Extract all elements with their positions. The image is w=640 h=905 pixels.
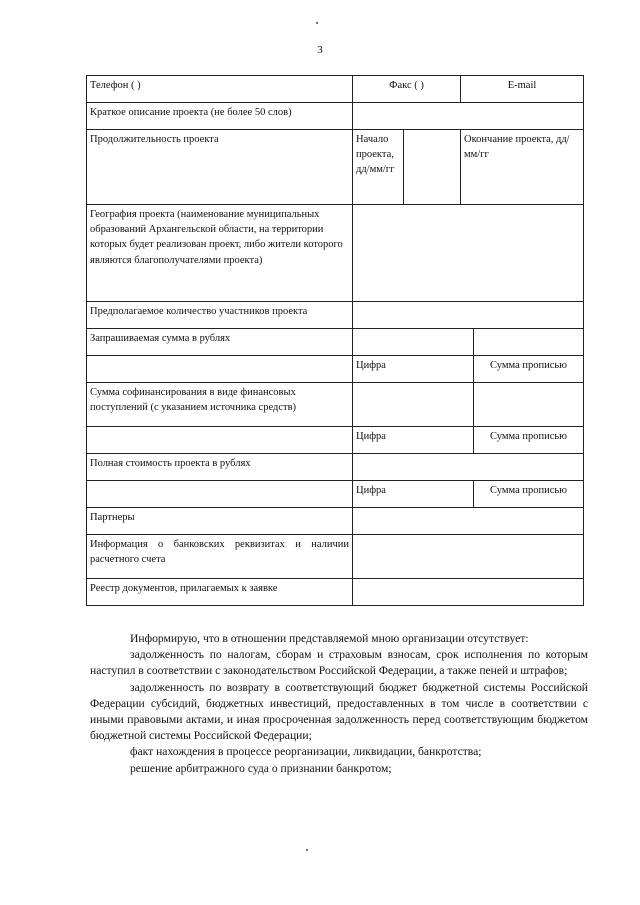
total-amount-row: [87, 481, 584, 508]
cofinancing-digit-label: Цифра: [353, 427, 474, 454]
page-number: 3: [317, 44, 323, 56]
participants-label: Предполагаемое количество участников проекта: [87, 302, 353, 329]
total-blank: [87, 481, 353, 508]
requested-words-label: Сумма прописью: [474, 356, 584, 383]
phone-cell: Телефон ( ): [87, 76, 353, 103]
duration-label: Продолжительность проекта: [87, 130, 353, 205]
bank-value[interactable]: [353, 535, 584, 579]
bank-row: [87, 535, 584, 579]
total-row: [87, 454, 584, 481]
email-cell: E-mail: [461, 76, 584, 103]
total-digit-label: Цифра: [353, 481, 474, 508]
fax-cell: Факс ( ): [353, 76, 461, 103]
registry-label: Реестр документов, прилагаемых к заявке: [87, 579, 353, 606]
cofinancing-value[interactable]: [353, 383, 474, 427]
registry-value[interactable]: [353, 579, 584, 606]
declaration-text: [90, 631, 588, 777]
participants-value[interactable]: [353, 302, 584, 329]
cofinancing-blank: [87, 427, 353, 454]
declaration-intro: Информирую, что в отношении представляемой мною организации отсутствует:: [130, 632, 529, 645]
application-form-table: [86, 75, 584, 606]
scan-speck: [316, 22, 318, 24]
requested-label: Запрашиваемая сумма в рублях: [87, 329, 353, 356]
end-label: Окончание проекта, дд/мм/гг: [461, 130, 584, 205]
declaration-item-reorganization: факт нахождения в процессе реорганизации, ликвидации, банкротства;: [130, 745, 482, 759]
geography-label: География проекта (наименование муниципальных образований Архангельской области, на территории которых будет реализован проект, либо жители которого являются благополучателями проекта): [87, 205, 353, 302]
requested-digit-label: Цифра: [353, 356, 474, 383]
requested-value[interactable]: [353, 329, 474, 356]
participants-row: [87, 302, 584, 329]
partners-label: Партнеры: [87, 508, 353, 535]
total-value[interactable]: [353, 454, 584, 481]
cofinancing-row: [87, 383, 584, 427]
bank-label: Информация о банковских реквизитах и наличии расчетного счета: [87, 535, 353, 579]
partners-row: [87, 508, 584, 535]
duration-row: [87, 130, 584, 205]
scan-speck: [306, 849, 308, 851]
requested-value-extra[interactable]: [474, 329, 584, 356]
declaration-item-bankruptcy: решение арбитражного суда о признании банкротом;: [130, 761, 392, 775]
cofinancing-words-label: Сумма прописью: [474, 427, 584, 454]
registry-row: [87, 579, 584, 606]
declaration-item-taxes: задолженность по налогам, сборам и страховым взносам, срок исполнения по которым наступил в соответствии с законодательством Российской Федерации, а также пеней и штрафов;: [90, 648, 588, 678]
requested-row: [87, 329, 584, 356]
cofinancing-value-extra[interactable]: [474, 383, 584, 427]
brief-value[interactable]: [353, 103, 584, 130]
geography-row: [87, 205, 584, 302]
cofinancing-label: Сумма софинансирования в виде финансовых поступлений (с указанием источника средств): [87, 383, 353, 427]
start-value[interactable]: [404, 130, 461, 205]
contact-row: [87, 76, 584, 103]
requested-blank: [87, 356, 353, 383]
brief-row: [87, 103, 584, 130]
geography-value[interactable]: [353, 205, 584, 302]
declaration-item-budget: задолженность по возврату в соответствующий бюджет бюджетной системы Российской Федерации субсидий, бюджетных инвестиций, предоставленных в том числе в соответствии с иными правовыми актами, и иная просроченная задолженность перед соответствующим бюджетом бюджетной системы Российской Федерации;: [90, 680, 588, 743]
brief-label: Краткое описание проекта (не более 50 слов): [87, 103, 353, 130]
start-label: Начало проекта, дд/мм/гг: [353, 130, 404, 205]
total-label: Полная стоимость проекта в рублях: [87, 454, 353, 481]
partners-value[interactable]: [353, 508, 584, 535]
cofinancing-amount-row: [87, 427, 584, 454]
total-words-label: Сумма прописью: [474, 481, 584, 508]
requested-amount-row: [87, 356, 584, 383]
